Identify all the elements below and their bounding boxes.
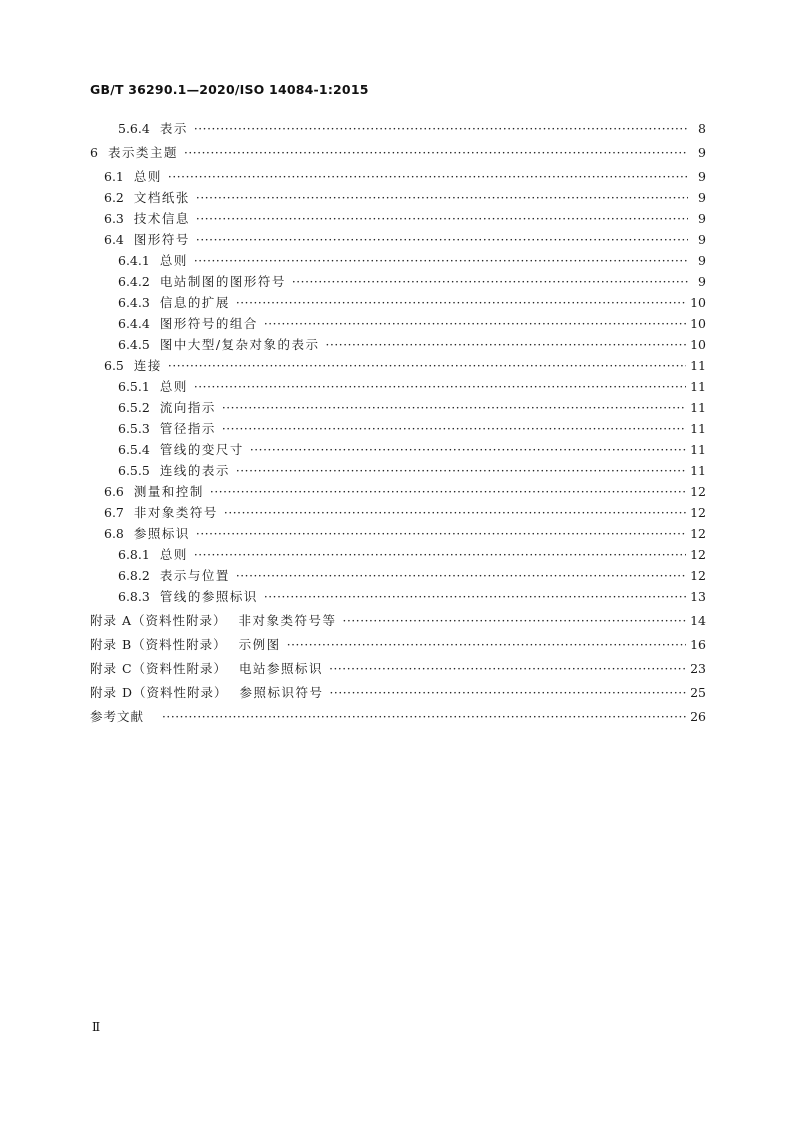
toc-entry-number: 6.4 <box>104 232 124 247</box>
toc-entry-number: 6.5.4 <box>118 442 150 457</box>
toc-entry-page: 26 <box>690 709 706 724</box>
toc-entry[interactable] <box>118 120 706 138</box>
toc-leader-dots <box>196 231 688 249</box>
toc-entry-page: 16 <box>690 637 706 652</box>
toc-entry-number: 6.8.1 <box>118 547 150 562</box>
toc-entry-title: 表示 <box>159 121 188 136</box>
toc-entry[interactable] <box>118 378 706 396</box>
toc-entry[interactable] <box>104 231 706 249</box>
toc-leader-dots <box>196 525 686 543</box>
toc-entry-title: 总则 <box>159 253 188 268</box>
toc-entry[interactable] <box>90 708 706 726</box>
toc-entry-number: 6.7 <box>104 505 124 520</box>
document-header: GB/T 36290.1—2020/ISO 14084-1:2015 <box>90 82 369 97</box>
page-number: Ⅱ <box>92 1020 101 1034</box>
toc-entry-page: 9 <box>698 211 706 226</box>
toc-entry[interactable] <box>118 462 706 480</box>
toc-entry[interactable] <box>118 420 706 438</box>
toc-entry[interactable] <box>118 294 706 312</box>
toc-leader-dots <box>329 660 686 678</box>
toc-entry-title: 参照标识 <box>133 526 190 541</box>
toc-entry-title: 电站参照标识 <box>239 661 324 676</box>
toc-leader-dots <box>264 315 686 333</box>
toc-entry-page: 9 <box>698 274 706 289</box>
toc-entry-title: 总则 <box>159 547 188 562</box>
toc-entry-number: 附录 B（资料性附录） <box>90 637 227 652</box>
toc-entry-page: 11 <box>690 400 706 415</box>
toc-entry[interactable] <box>118 336 706 354</box>
toc-entry[interactable] <box>90 684 706 702</box>
toc-leader-dots <box>250 441 686 459</box>
toc-entry-number: 6.5 <box>104 358 124 373</box>
toc-leader-dots <box>236 462 686 480</box>
toc-entry-number: 5.6.4 <box>118 121 150 136</box>
toc-entry-title: 表示与位置 <box>159 568 230 583</box>
toc-entry-number: 参考文献 <box>90 709 145 724</box>
toc-leader-dots <box>236 567 686 585</box>
toc-entry-page: 11 <box>690 421 706 436</box>
toc-entry-number: 6.3 <box>104 211 124 226</box>
toc-entry-page: 14 <box>690 613 706 628</box>
toc-leader-dots <box>292 273 688 291</box>
toc-entry[interactable] <box>104 357 706 375</box>
toc-entry[interactable] <box>104 483 706 501</box>
toc-entry-number: 6.5.3 <box>118 421 150 436</box>
toc-entry[interactable] <box>118 399 706 417</box>
toc-entry-page: 11 <box>690 358 706 373</box>
toc-entry-number: 6.4.1 <box>118 253 150 268</box>
toc-leader-dots <box>184 144 688 162</box>
toc-entry-page: 25 <box>690 685 706 700</box>
toc-entry[interactable] <box>104 525 706 543</box>
toc-entry-title: 图形符号的组合 <box>159 316 258 331</box>
toc-leader-dots <box>210 483 686 501</box>
toc-entry-page: 12 <box>690 547 706 562</box>
toc-entry-title: 管线的参照标识 <box>159 589 258 604</box>
toc-entry-number: 6.5.5 <box>118 463 150 478</box>
toc-leader-dots <box>343 612 687 630</box>
toc-leader-dots <box>326 336 687 354</box>
toc-entry-title: 非对象类符号等 <box>238 613 337 628</box>
toc-entry-page: 10 <box>690 316 706 331</box>
toc-entry-title: 图中大型/复杂对象的表示 <box>159 337 320 352</box>
toc-entry-page: 8 <box>698 121 706 136</box>
toc-entry-number: 6.2 <box>104 190 124 205</box>
toc-entry[interactable] <box>118 588 706 606</box>
toc-leader-dots <box>222 420 686 438</box>
toc-entry-title: 图形符号 <box>133 232 190 247</box>
toc-entry-title: 连接 <box>133 358 162 373</box>
toc-leader-dots <box>168 357 686 375</box>
toc-entry-title: 连线的表示 <box>159 463 230 478</box>
toc-leader-dots <box>194 120 688 138</box>
toc-entry-number: 6.8 <box>104 526 124 541</box>
toc-entry[interactable] <box>118 441 706 459</box>
toc-entry-title: 电站制图的图形符号 <box>159 274 286 289</box>
toc-entry-title: 测量和控制 <box>133 484 204 499</box>
toc-leader-dots <box>194 546 686 564</box>
toc-entry-page: 9 <box>698 232 706 247</box>
toc-entry-number: 6.5.2 <box>118 400 150 415</box>
toc-entry-page: 12 <box>690 526 706 541</box>
toc-entry-title: 管线的变尺寸 <box>159 442 244 457</box>
toc-entry-title: 信息的扩展 <box>159 295 230 310</box>
toc-leader-dots <box>236 294 686 312</box>
toc-entry-page: 23 <box>690 661 706 676</box>
toc-entry-number: 6.8.3 <box>118 589 150 604</box>
toc-entry[interactable] <box>104 189 706 207</box>
toc-entry[interactable] <box>90 660 706 678</box>
toc-leader-dots <box>287 636 686 654</box>
toc-entry-page: 9 <box>698 145 706 160</box>
toc-entry-page: 9 <box>698 253 706 268</box>
toc-entry-number: 6 <box>90 145 98 160</box>
toc-entry-title: 表示类主题 <box>107 145 178 160</box>
toc-leader-dots <box>224 504 686 522</box>
toc-leader-dots <box>264 588 686 606</box>
toc-entry-title: 非对象类符号 <box>133 505 218 520</box>
toc-entry-page: 12 <box>690 484 706 499</box>
toc-leader-dots <box>196 210 688 228</box>
toc-entry-number: 6.8.2 <box>118 568 150 583</box>
toc-leader-dots <box>194 252 688 270</box>
toc-entry-title: 流向指示 <box>159 400 216 415</box>
toc-entry[interactable] <box>90 612 706 630</box>
toc-entry-number: 附录 D（资料性附录） <box>90 685 228 700</box>
toc-entry-number: 6.1 <box>104 169 124 184</box>
toc-entry-number: 附录 C（资料性附录） <box>90 661 228 676</box>
toc-entry[interactable] <box>104 168 706 186</box>
toc-leader-dots <box>330 684 687 702</box>
toc-entry[interactable] <box>90 636 706 654</box>
toc-entry-page: 13 <box>690 589 706 604</box>
toc-leader-dots <box>162 708 686 726</box>
toc-entry-page: 10 <box>690 337 706 352</box>
toc-entry-page: 11 <box>690 463 706 478</box>
toc-entry[interactable] <box>118 567 706 585</box>
toc-entry-number: 附录 A（资料性附录） <box>90 613 227 628</box>
toc-entry-number: 6.4.5 <box>118 337 150 352</box>
toc-entry-page: 9 <box>698 169 706 184</box>
toc-entry-title: 技术信息 <box>133 211 190 226</box>
toc-entry-page: 9 <box>698 190 706 205</box>
toc-entry[interactable] <box>118 315 706 333</box>
toc-entry-page: 10 <box>690 295 706 310</box>
toc-entry-number: 6.4.3 <box>118 295 150 310</box>
toc-entry-title: 总则 <box>159 379 188 394</box>
toc-entry-page: 12 <box>690 505 706 520</box>
toc-entry-title: 总则 <box>133 169 162 184</box>
toc-entry[interactable] <box>104 210 706 228</box>
toc-entry[interactable] <box>118 546 706 564</box>
toc-entry-page: 12 <box>690 568 706 583</box>
toc-entry[interactable] <box>104 504 706 522</box>
toc-leader-dots <box>194 378 686 396</box>
toc-entry-title: 文档纸张 <box>133 190 190 205</box>
toc-entry-page: 11 <box>690 442 706 457</box>
toc-entry-page: 11 <box>690 379 706 394</box>
toc-leader-dots <box>168 168 688 186</box>
toc-leader-dots <box>196 189 688 207</box>
toc-leader-dots <box>222 399 686 417</box>
toc-entry-title: 参照标识符号 <box>239 685 324 700</box>
toc-entry[interactable] <box>118 273 706 291</box>
toc-entry-title: 管径指示 <box>159 421 216 436</box>
toc-entry[interactable] <box>90 144 706 162</box>
toc-entry-number: 6.4.4 <box>118 316 150 331</box>
toc-entry-number: 6.4.2 <box>118 274 150 289</box>
toc-entry[interactable] <box>118 252 706 270</box>
toc-entry-number: 6.5.1 <box>118 379 150 394</box>
toc-entry-number: 6.6 <box>104 484 124 499</box>
toc-entry-title: 示例图 <box>238 637 281 652</box>
